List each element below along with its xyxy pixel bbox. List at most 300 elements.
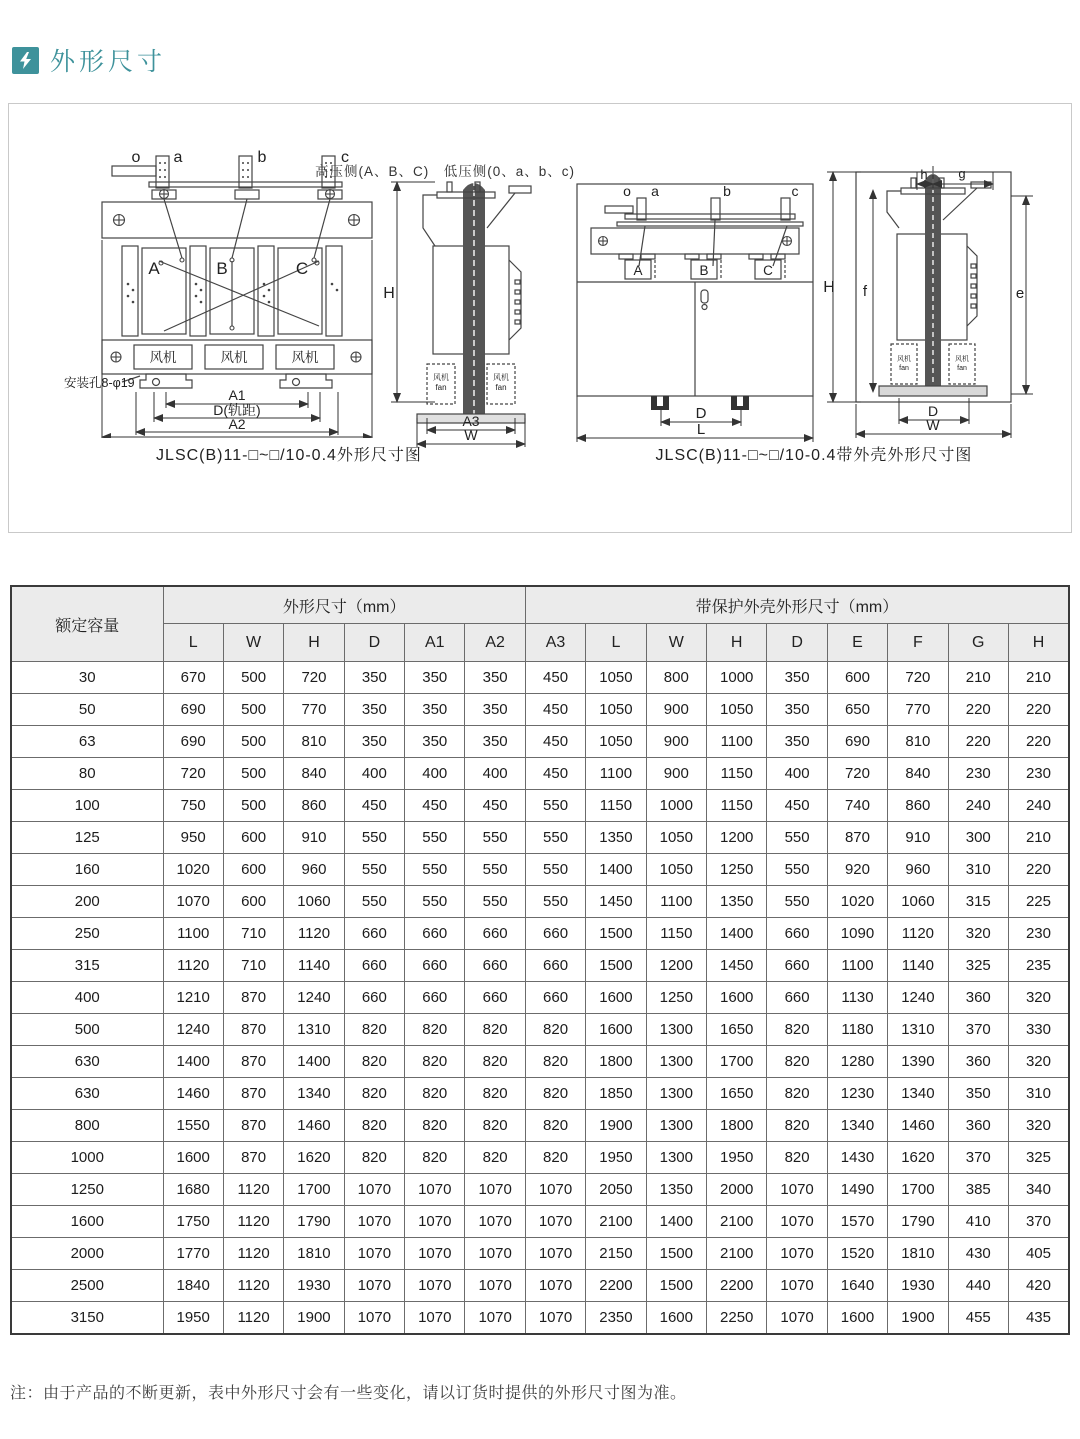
value-cell: 235: [1008, 950, 1069, 982]
value-cell: 820: [405, 1014, 465, 1046]
value-cell: 2100: [707, 1238, 767, 1270]
value-cell: 1400: [646, 1206, 706, 1238]
value-cell: 920: [827, 854, 887, 886]
value-cell: 320: [1008, 1110, 1069, 1142]
value-cell: 650: [827, 694, 887, 726]
capacity-cell: 1000: [11, 1142, 163, 1174]
dim-label-A2: A2: [228, 416, 246, 432]
value-cell: 1790: [888, 1206, 948, 1238]
value-cell: 1070: [344, 1174, 404, 1206]
value-cell: 1070: [767, 1206, 827, 1238]
value-cell: 500: [223, 694, 283, 726]
value-cell: 820: [525, 1110, 585, 1142]
value-cell: 350: [767, 694, 827, 726]
fan-label-small: 风机: [897, 356, 911, 363]
value-cell: 360: [948, 1046, 1008, 1078]
drawing-panel: [8, 103, 1072, 533]
value-cell: 1340: [827, 1110, 887, 1142]
dim-label-H: H: [823, 279, 835, 296]
value-cell: 690: [163, 726, 223, 758]
dim-label-W: W: [464, 427, 478, 443]
value-cell: 820: [344, 1046, 404, 1078]
dim-label-D-rail: D(轨距): [213, 402, 261, 418]
value-cell: 820: [344, 1142, 404, 1174]
value-cell: 820: [405, 1110, 465, 1142]
table-row: [11, 1014, 1069, 1046]
value-cell: 210: [1008, 662, 1069, 694]
capacity-cell: 800: [11, 1110, 163, 1142]
value-cell: 1070: [525, 1270, 585, 1302]
terminal-label-a: a: [651, 183, 659, 199]
value-cell: 1120: [223, 1174, 283, 1206]
value-cell: 960: [888, 854, 948, 886]
terminal-label-b: b: [723, 183, 731, 199]
value-cell: 820: [767, 1078, 827, 1110]
value-cell: 720: [163, 758, 223, 790]
value-cell: 720: [827, 758, 887, 790]
value-cell: 1070: [405, 1238, 465, 1270]
value-cell: 870: [223, 1046, 283, 1078]
column-header: A1: [405, 624, 465, 662]
group-header-outline: 外形尺寸（mm）: [163, 586, 525, 624]
value-cell: 1250: [707, 854, 767, 886]
value-cell: 840: [284, 758, 344, 790]
phase-label-B: B: [699, 263, 709, 278]
value-cell: 750: [163, 790, 223, 822]
value-cell: 1050: [586, 662, 646, 694]
capacity-cell: 200: [11, 886, 163, 918]
value-cell: 1600: [646, 1302, 706, 1335]
value-cell: 350: [465, 694, 525, 726]
value-cell: 1000: [707, 662, 767, 694]
value-cell: 2200: [707, 1270, 767, 1302]
value-cell: 1070: [525, 1238, 585, 1270]
value-cell: 820: [767, 1142, 827, 1174]
value-cell: 225: [1008, 886, 1069, 918]
capacity-cell: 125: [11, 822, 163, 854]
dim-label-f: f: [862, 283, 868, 300]
value-cell: 370: [1008, 1206, 1069, 1238]
value-cell: 820: [344, 1078, 404, 1110]
column-header: A2: [465, 624, 525, 662]
value-cell: 1060: [284, 886, 344, 918]
capacity-cell: 50: [11, 694, 163, 726]
dim-label-h: h: [920, 167, 928, 182]
value-cell: 550: [525, 790, 585, 822]
value-cell: 1650: [707, 1014, 767, 1046]
value-cell: 820: [405, 1142, 465, 1174]
group-header-enclosure: 带保护外壳外形尺寸（mm）: [525, 586, 1069, 624]
column-header: L: [163, 624, 223, 662]
capacity-cell: 30: [11, 662, 163, 694]
fan-label-en: fan: [435, 383, 447, 392]
value-cell: 1500: [586, 918, 646, 950]
capacity-column-header: 额定容量: [11, 586, 163, 662]
value-cell: 310: [948, 854, 1008, 886]
phase-label-A: A: [633, 263, 643, 278]
value-cell: 320: [1008, 1046, 1069, 1078]
value-cell: 1070: [525, 1302, 585, 1335]
value-cell: 405: [1008, 1238, 1069, 1270]
value-cell: 2350: [586, 1302, 646, 1335]
value-cell: 820: [344, 1014, 404, 1046]
value-cell: 1600: [707, 982, 767, 1014]
value-cell: 1070: [465, 1206, 525, 1238]
value-cell: 1240: [163, 1014, 223, 1046]
value-cell: 1770: [163, 1238, 223, 1270]
value-cell: 310: [1008, 1078, 1069, 1110]
value-cell: 1400: [707, 918, 767, 950]
value-cell: 600: [827, 662, 887, 694]
capacity-cell: 160: [11, 854, 163, 886]
subheader-row: [11, 624, 1069, 662]
fan-label: 风机: [220, 350, 248, 365]
value-cell: 820: [465, 1110, 525, 1142]
value-cell: 240: [1008, 790, 1069, 822]
value-cell: 1500: [646, 1270, 706, 1302]
table-row: [11, 886, 1069, 918]
capacity-cell: 500: [11, 1014, 163, 1046]
value-cell: 550: [525, 854, 585, 886]
terminal-label-o: o: [131, 149, 141, 166]
value-cell: 820: [344, 1110, 404, 1142]
caption-outline-drawing: JLSC(B)11-□~□/10-0.4外形尺寸图: [156, 447, 422, 464]
value-cell: 660: [344, 982, 404, 1014]
value-cell: 1650: [707, 1078, 767, 1110]
value-cell: 1600: [827, 1302, 887, 1335]
value-cell: 350: [405, 726, 465, 758]
value-cell: 1180: [827, 1014, 887, 1046]
value-cell: 1150: [586, 790, 646, 822]
value-cell: 1600: [586, 1014, 646, 1046]
value-cell: 660: [767, 950, 827, 982]
value-cell: 1700: [284, 1174, 344, 1206]
value-cell: 1120: [284, 918, 344, 950]
value-cell: 325: [948, 950, 1008, 982]
value-cell: 1100: [707, 726, 767, 758]
value-cell: 550: [344, 822, 404, 854]
value-cell: 350: [948, 1078, 1008, 1110]
value-cell: 660: [767, 982, 827, 1014]
value-cell: 1930: [284, 1270, 344, 1302]
value-cell: 1460: [888, 1110, 948, 1142]
value-cell: 660: [465, 918, 525, 950]
value-cell: 1070: [465, 1174, 525, 1206]
value-cell: 1250: [646, 982, 706, 1014]
value-cell: 910: [284, 822, 344, 854]
value-cell: 2100: [707, 1206, 767, 1238]
value-cell: 770: [888, 694, 948, 726]
value-cell: 1070: [465, 1270, 525, 1302]
table-row: [11, 758, 1069, 790]
value-cell: 1600: [163, 1142, 223, 1174]
value-cell: 1070: [344, 1302, 404, 1335]
value-cell: 1090: [827, 918, 887, 950]
table-row: [11, 694, 1069, 726]
value-cell: 360: [948, 1110, 1008, 1142]
value-cell: 420: [1008, 1270, 1069, 1302]
value-cell: 450: [525, 694, 585, 726]
value-cell: 710: [223, 918, 283, 950]
value-cell: 820: [405, 1046, 465, 1078]
value-cell: 1790: [284, 1206, 344, 1238]
value-cell: 1900: [284, 1302, 344, 1335]
value-cell: 2100: [586, 1206, 646, 1238]
value-cell: 820: [465, 1142, 525, 1174]
value-cell: 350: [767, 662, 827, 694]
value-cell: 1210: [163, 982, 223, 1014]
value-cell: 550: [344, 854, 404, 886]
value-cell: 870: [223, 1078, 283, 1110]
column-header: W: [223, 624, 283, 662]
value-cell: 910: [888, 822, 948, 854]
value-cell: 1680: [163, 1174, 223, 1206]
value-cell: 1050: [646, 854, 706, 886]
table-row: [11, 982, 1069, 1014]
value-cell: 1120: [223, 1270, 283, 1302]
value-cell: 500: [223, 790, 283, 822]
value-cell: 1130: [827, 982, 887, 1014]
table-row: [11, 950, 1069, 982]
value-cell: 600: [223, 886, 283, 918]
value-cell: 1620: [888, 1142, 948, 1174]
value-cell: 800: [646, 662, 706, 694]
value-cell: 710: [223, 950, 283, 982]
value-cell: 1200: [707, 822, 767, 854]
value-cell: 550: [405, 822, 465, 854]
value-cell: 1430: [827, 1142, 887, 1174]
dim-label-L: L: [696, 421, 706, 438]
value-cell: 550: [405, 854, 465, 886]
value-cell: 1400: [586, 854, 646, 886]
value-cell: 1640: [827, 1270, 887, 1302]
phase-label-C: C: [763, 263, 773, 278]
section-header: [12, 42, 166, 78]
table-row: [11, 790, 1069, 822]
value-cell: 370: [948, 1014, 1008, 1046]
value-cell: 1020: [827, 886, 887, 918]
value-cell: 1100: [163, 918, 223, 950]
value-cell: 1070: [465, 1302, 525, 1335]
capacity-cell: 3150: [11, 1302, 163, 1335]
value-cell: 1070: [767, 1174, 827, 1206]
value-cell: 1340: [888, 1078, 948, 1110]
value-cell: 1150: [646, 918, 706, 950]
value-cell: 230: [1008, 918, 1069, 950]
value-cell: 660: [405, 982, 465, 1014]
capacity-cell: 630: [11, 1078, 163, 1110]
value-cell: 1070: [525, 1174, 585, 1206]
value-cell: 660: [525, 950, 585, 982]
value-cell: 450: [525, 758, 585, 790]
value-cell: 550: [344, 886, 404, 918]
value-cell: 740: [827, 790, 887, 822]
value-cell: 435: [1008, 1302, 1069, 1335]
value-cell: 1350: [707, 886, 767, 918]
value-cell: 1810: [888, 1238, 948, 1270]
column-header: H: [284, 624, 344, 662]
value-cell: 1100: [646, 886, 706, 918]
value-cell: 1000: [646, 790, 706, 822]
table-row: [11, 1270, 1069, 1302]
value-cell: 1450: [707, 950, 767, 982]
capacity-cell: 250: [11, 918, 163, 950]
fan-label-en: fan: [957, 365, 967, 372]
column-header: D: [344, 624, 404, 662]
table-row: [11, 854, 1069, 886]
dim-label-A3: A3: [462, 413, 480, 429]
value-cell: 960: [284, 854, 344, 886]
table-row: [11, 1078, 1069, 1110]
value-cell: 1840: [163, 1270, 223, 1302]
value-cell: 810: [888, 726, 948, 758]
value-cell: 1070: [405, 1174, 465, 1206]
terminal-label-b: b: [257, 149, 267, 166]
phase-label-A: A: [148, 259, 160, 278]
value-cell: 1100: [827, 950, 887, 982]
value-cell: 315: [948, 886, 1008, 918]
value-cell: 600: [223, 822, 283, 854]
enclosure-side-diagram: [821, 154, 1056, 446]
value-cell: 1520: [827, 1238, 887, 1270]
value-cell: 400: [344, 758, 404, 790]
column-header: W: [646, 624, 706, 662]
value-cell: 1810: [284, 1238, 344, 1270]
dim-label-A1: A1: [228, 387, 246, 403]
value-cell: 660: [405, 950, 465, 982]
value-cell: 1950: [707, 1142, 767, 1174]
capacity-cell: 2000: [11, 1238, 163, 1270]
phase-label-B: B: [216, 259, 228, 278]
value-cell: 600: [223, 854, 283, 886]
table-row: [11, 1110, 1069, 1142]
value-cell: 2050: [586, 1174, 646, 1206]
value-cell: 455: [948, 1302, 1008, 1335]
capacity-cell: 1250: [11, 1174, 163, 1206]
value-cell: 450: [767, 790, 827, 822]
capacity-cell: 1600: [11, 1206, 163, 1238]
value-cell: 350: [405, 662, 465, 694]
enclosure-front-diagram: [565, 170, 825, 452]
capacity-cell: 80: [11, 758, 163, 790]
value-cell: 1300: [646, 1110, 706, 1142]
value-cell: 820: [525, 1142, 585, 1174]
value-cell: 690: [163, 694, 223, 726]
lightning-icon: [12, 47, 39, 74]
table-body: [11, 662, 1069, 1335]
value-cell: 370: [948, 1142, 1008, 1174]
value-cell: 1850: [586, 1078, 646, 1110]
front-view-diagram: [64, 146, 379, 438]
value-cell: 1390: [888, 1046, 948, 1078]
value-cell: 350: [344, 662, 404, 694]
value-cell: 400: [405, 758, 465, 790]
value-cell: 1460: [284, 1110, 344, 1142]
value-cell: 350: [344, 726, 404, 758]
value-cell: 325: [1008, 1142, 1069, 1174]
value-cell: 770: [284, 694, 344, 726]
column-header: H: [1008, 624, 1069, 662]
value-cell: 820: [525, 1014, 585, 1046]
value-cell: 690: [827, 726, 887, 758]
column-header: A3: [525, 624, 585, 662]
value-cell: 1310: [284, 1014, 344, 1046]
value-cell: 660: [344, 950, 404, 982]
value-cell: 1150: [707, 758, 767, 790]
value-cell: 670: [163, 662, 223, 694]
dim-label-D: D: [927, 403, 939, 419]
capacity-cell: 2500: [11, 1270, 163, 1302]
value-cell: 1450: [586, 886, 646, 918]
value-cell: 220: [948, 694, 1008, 726]
value-cell: 330: [1008, 1014, 1069, 1046]
table-row: [11, 1174, 1069, 1206]
value-cell: 660: [525, 918, 585, 950]
dimension-table: [10, 585, 1070, 1335]
capacity-cell: 315: [11, 950, 163, 982]
value-cell: 820: [767, 1046, 827, 1078]
value-cell: 1100: [586, 758, 646, 790]
value-cell: 1120: [163, 950, 223, 982]
page-title: 外形尺寸: [50, 48, 167, 76]
value-cell: 210: [1008, 822, 1069, 854]
value-cell: 550: [405, 886, 465, 918]
value-cell: 870: [223, 1110, 283, 1142]
value-cell: 720: [284, 662, 344, 694]
value-cell: 840: [888, 758, 948, 790]
value-cell: 450: [525, 726, 585, 758]
value-cell: 1800: [707, 1110, 767, 1142]
value-cell: 210: [948, 662, 1008, 694]
value-cell: 820: [767, 1014, 827, 1046]
side-view-diagram: [377, 168, 567, 448]
value-cell: 810: [284, 726, 344, 758]
value-cell: 820: [465, 1046, 525, 1078]
dim-label-g: g: [958, 166, 966, 181]
fan-label-en: fan: [899, 365, 909, 372]
value-cell: 320: [948, 918, 1008, 950]
value-cell: 1050: [586, 694, 646, 726]
value-cell: 300: [948, 822, 1008, 854]
table-header: [11, 586, 1069, 662]
fan-label-en: fan: [495, 383, 507, 392]
value-cell: 1350: [646, 1174, 706, 1206]
value-cell: 660: [767, 918, 827, 950]
value-cell: 1950: [163, 1302, 223, 1335]
value-cell: 1280: [827, 1046, 887, 1078]
footnote: 注：由于产品的不断更新，表中外形尺寸会有一些变化，请以订货时提供的外形尺寸图为准。: [10, 1385, 687, 1402]
value-cell: 1070: [767, 1302, 827, 1335]
value-cell: 1600: [586, 982, 646, 1014]
value-cell: 450: [465, 790, 525, 822]
value-cell: 1620: [284, 1142, 344, 1174]
value-cell: 220: [948, 726, 1008, 758]
value-cell: 660: [344, 918, 404, 950]
phase-label-C: C: [295, 259, 309, 278]
value-cell: 1300: [646, 1142, 706, 1174]
value-cell: 1120: [888, 918, 948, 950]
fan-label-small: 风机: [955, 356, 969, 363]
value-cell: 1070: [405, 1302, 465, 1335]
value-cell: 230: [1008, 758, 1069, 790]
value-cell: 550: [525, 886, 585, 918]
terminal-label-a: a: [173, 149, 183, 166]
table-row: [11, 822, 1069, 854]
value-cell: 450: [525, 662, 585, 694]
value-cell: 1900: [888, 1302, 948, 1335]
caption-enclosure-drawing: JLSC(B)11-□~□/10-0.4带外壳外形尺寸图: [655, 447, 973, 464]
value-cell: 550: [767, 886, 827, 918]
